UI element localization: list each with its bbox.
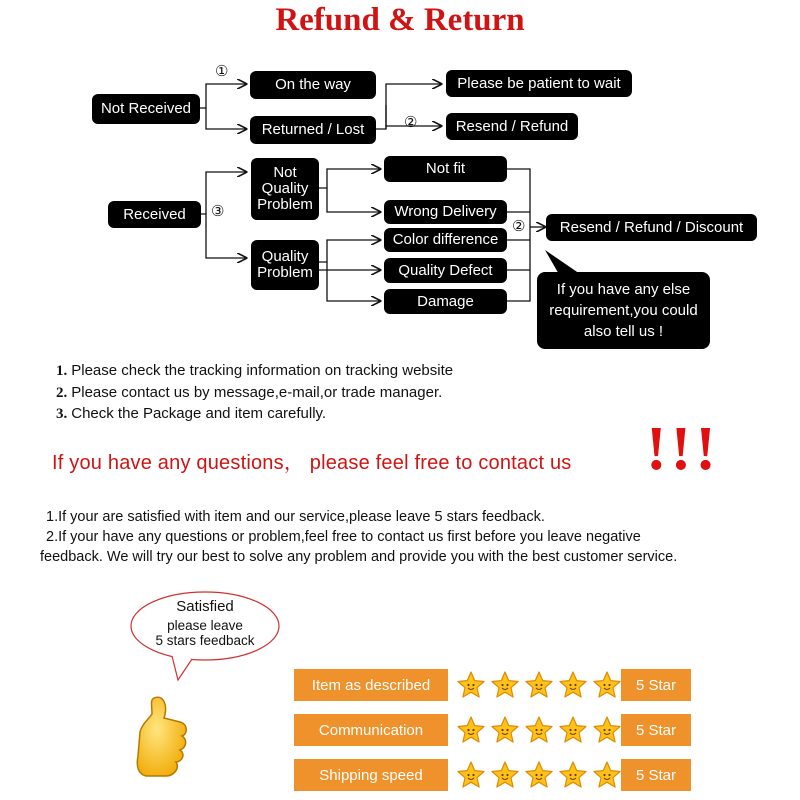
on-the-way-box: On the way xyxy=(250,71,376,99)
star-icon xyxy=(456,715,486,745)
not-fit-box: Not fit xyxy=(384,156,507,182)
star-icon xyxy=(490,670,520,700)
contact-line: If you have any questions， please feel free to contact us xyxy=(52,452,572,474)
star-icon xyxy=(592,760,622,790)
star-icon xyxy=(524,715,554,745)
returned-lost-box: Returned / Lost xyxy=(250,116,376,144)
note-line-2: 2.If your have any questions or problem,feel free to contact us first before you leave negative xyxy=(46,529,641,545)
star-icon xyxy=(592,715,622,745)
star-icon xyxy=(592,670,622,700)
bubble-heading: Satisfied xyxy=(176,598,234,615)
color-difference-box: Color difference xyxy=(384,228,507,252)
damage-box: Damage xyxy=(384,289,507,314)
star-icon xyxy=(558,760,588,790)
quality-problem-box: Quality Problem xyxy=(251,240,319,290)
step-3: 3. Check the Package and item carefully. xyxy=(56,405,327,422)
star-icon xyxy=(456,760,486,790)
resend-refund-discount-box: Resend / Refund / Discount xyxy=(546,214,757,241)
step-marker-2a: ② xyxy=(404,114,418,131)
be-patient-box: Please be patient to wait xyxy=(446,70,632,97)
star-icon xyxy=(456,670,486,700)
not-quality-problem-box: Not Quality Problem xyxy=(251,158,319,220)
rating-value-communication: 5 Star xyxy=(621,714,691,746)
rating-stars-shipping-speed xyxy=(456,759,622,791)
rating-label-shipping-speed: Shipping speed xyxy=(294,759,448,791)
step-marker-3: ③ xyxy=(211,203,225,220)
thumbs-up-icon xyxy=(130,692,192,784)
step-marker-2b: ② xyxy=(512,218,526,235)
star-icon xyxy=(524,760,554,790)
page-title: Refund & Return xyxy=(275,2,525,38)
rating-value-shipping-speed: 5 Star xyxy=(621,759,691,791)
exclamation-marks: !!! xyxy=(646,415,720,483)
quality-defect-box: Quality Defect xyxy=(384,258,507,283)
rating-stars-item-as-described xyxy=(456,669,622,701)
else-requirement-bubble: If you have any else requirement,you could also tell us ! xyxy=(537,272,710,349)
star-icon xyxy=(490,715,520,745)
star-icon xyxy=(558,715,588,745)
step-1: 1. Please check the tracking information on tracking website xyxy=(56,362,454,379)
note-line-3: feedback. We will try our best to solve any problem and provide you with the best customer service. xyxy=(40,549,678,565)
bubble-line-2: 5 stars feedback xyxy=(155,633,255,648)
step-2: 2. Please contact us by message,e-mail,or trade manager. xyxy=(56,384,443,401)
star-icon xyxy=(524,670,554,700)
rating-label-item-as-described: Item as described xyxy=(294,669,448,701)
wrong-delivery-box: Wrong Delivery xyxy=(384,200,507,224)
note-line-1: 1.If your are satisfied with item and our service,please leave 5 stars feedback. xyxy=(46,509,545,525)
resend-refund-box: Resend / Refund xyxy=(446,113,578,140)
rating-stars-communication xyxy=(456,714,622,746)
rating-value-item-as-described: 5 Star xyxy=(621,669,691,701)
not-received-box: Not Received xyxy=(92,94,200,124)
rating-label-communication: Communication xyxy=(294,714,448,746)
bubble-line-1: please leave xyxy=(167,618,243,633)
star-icon xyxy=(490,760,520,790)
received-box: Received xyxy=(108,201,201,228)
step-marker-1: ① xyxy=(215,63,229,80)
star-icon xyxy=(558,670,588,700)
